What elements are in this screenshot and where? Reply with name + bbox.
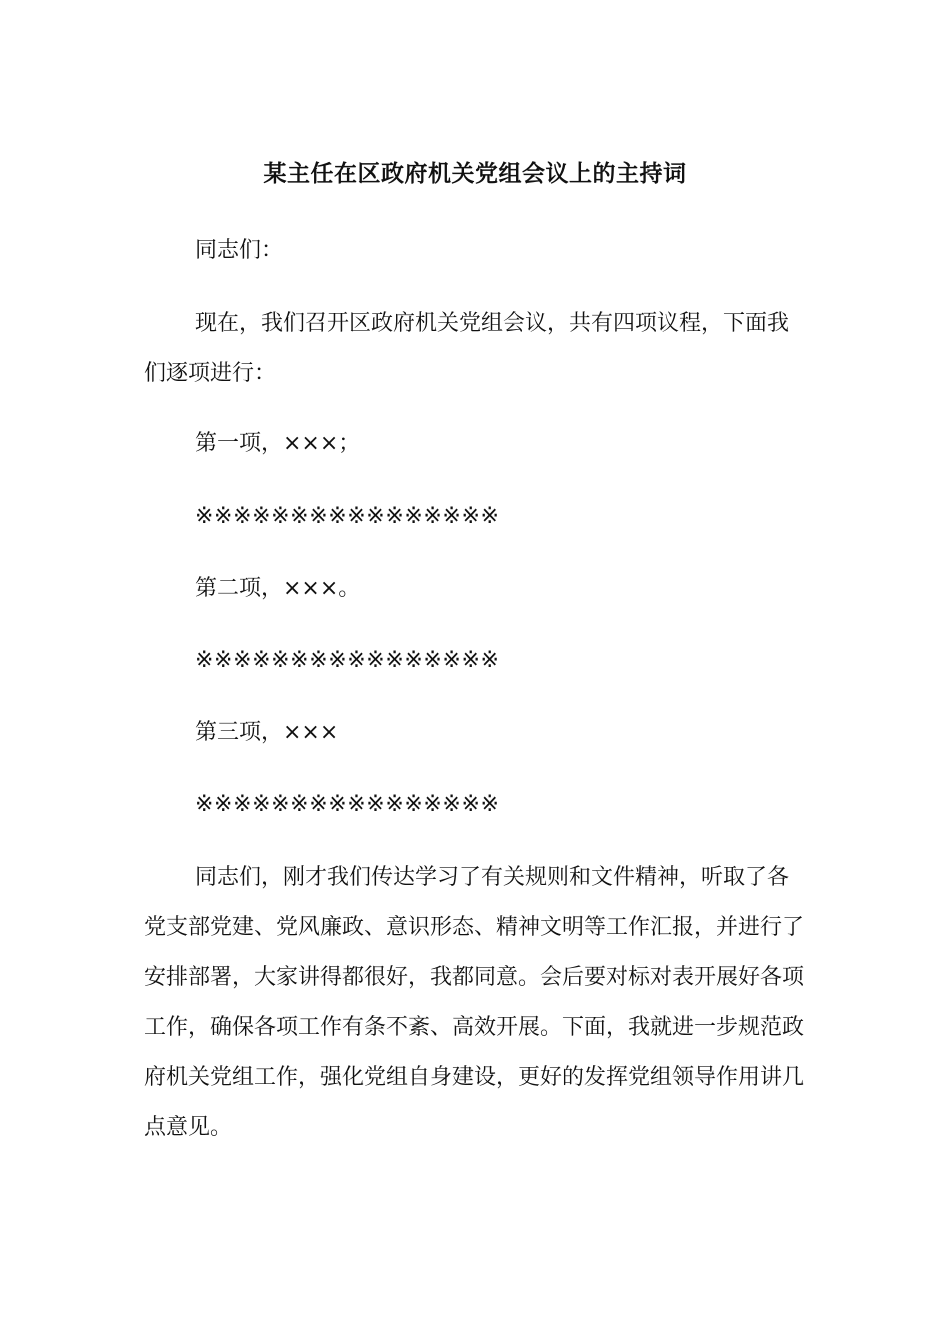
agenda-item-3: 第三项，××× (195, 720, 339, 745)
opening-paragraph: 现在，我们召开区政府机关党组会议，共有四项议程，下面我们逐项进行： (144, 311, 790, 386)
document-title: 某主任在区政府机关党组会议上的主持词 (263, 161, 687, 187)
salutation: 同志们： (195, 238, 284, 263)
closing-paragraph: 同志们，刚才我们传达学习了有关规则和文件精神，听取了各党支部党建、党风廉政、意识形态、精神文明等工作汇报，并进行了安排部署，大家讲得都很好，我都同意。会后要对标对表开展好各项工作，确保各项工作有条不紊、高效开展。下面，我就进一步规范政府机关党组工作，强化党组自身建设，更好的发挥党组领导作用讲几点意见。 (144, 865, 805, 1140)
agenda-item-2: 第二项，×××。 (195, 576, 361, 601)
agenda-item-1: 第一项，×××； (195, 431, 361, 456)
agenda-item-2-placeholder: ※※※※※※※※※※※※※※※※ (195, 648, 500, 673)
agenda-item-3-placeholder: ※※※※※※※※※※※※※※※※ (195, 792, 500, 817)
agenda-item-1-placeholder: ※※※※※※※※※※※※※※※※ (195, 504, 500, 529)
